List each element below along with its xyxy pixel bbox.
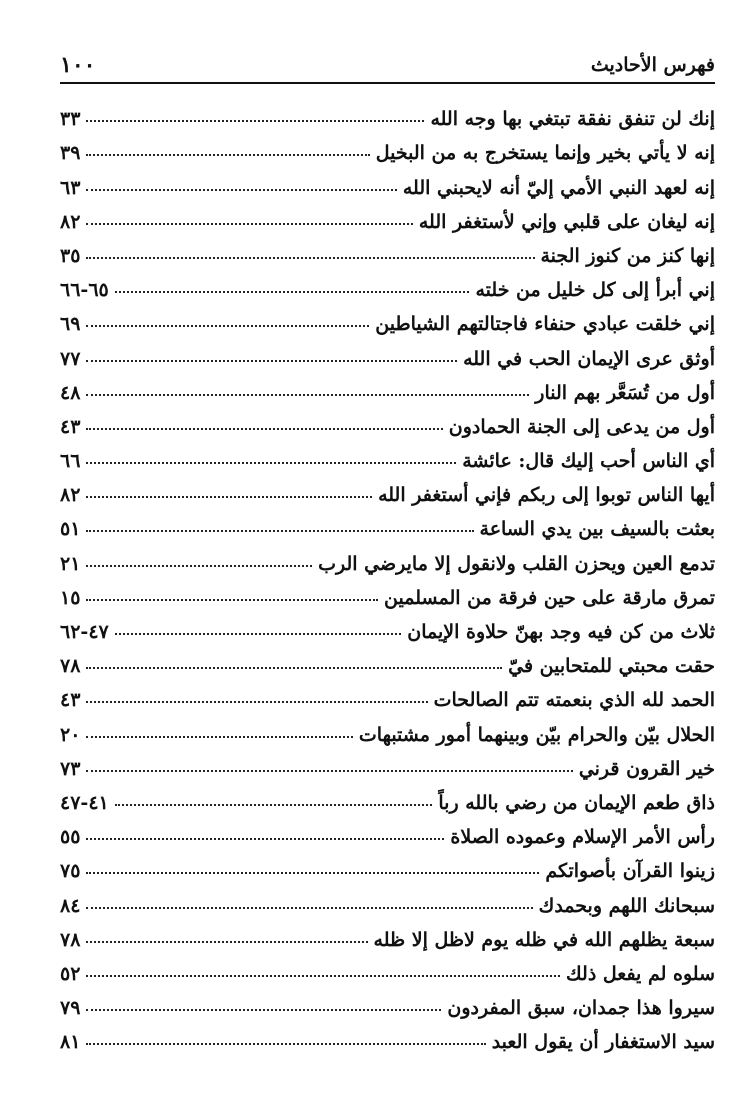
dot-leader	[86, 154, 369, 156]
dot-leader	[86, 360, 457, 362]
hadith-text: أوثق عرى الإيمان الحب في الله	[463, 347, 715, 370]
hadith-text: أول من تُسَعَّر بهم النار	[535, 381, 715, 404]
hadith-text: إنها كنز من كنوز الجنة	[540, 244, 715, 267]
dot-leader	[86, 599, 378, 601]
dot-leader	[86, 941, 367, 943]
index-entry	[60, 882, 715, 916]
dot-leader	[86, 189, 396, 191]
hadith-text: إنك لن تنفق نفقة تبتغي بها وجه الله	[430, 108, 715, 131]
hadith-text: خير القرون قرني	[578, 757, 715, 780]
index-entry	[60, 951, 715, 985]
dot-leader	[86, 1009, 441, 1011]
page-reference: ٧٥	[60, 860, 81, 883]
dot-leader	[86, 975, 560, 977]
hadith-text: سيد الاستغفار أن يقول العبد	[491, 1031, 715, 1054]
index-entry	[60, 96, 715, 130]
dot-leader	[86, 428, 442, 430]
page-title: فهرس الأحاديث	[590, 54, 715, 76]
index-entry	[60, 575, 715, 609]
hadith-text: تمرق مارقة على حين فرقة من المسلمين	[384, 586, 715, 609]
dot-leader	[115, 804, 433, 806]
dot-leader	[115, 633, 402, 635]
dot-leader	[115, 291, 470, 293]
index-entry	[60, 780, 715, 814]
index-page	[60, 48, 715, 1053]
hadith-text: سيروا هذا جمدان، سبق المفردون	[447, 997, 715, 1020]
index-entry	[60, 130, 715, 164]
hadith-text: سبعة يظلهم الله في ظله يوم لاظل إلا ظله	[373, 928, 715, 951]
dot-leader	[86, 701, 427, 703]
index-entry	[60, 609, 715, 643]
hadith-text: أيها الناس توبوا إلى ربكم فإني أستغفر الله	[378, 484, 715, 507]
dot-leader	[86, 1043, 485, 1045]
index-entry	[60, 985, 715, 1019]
page-reference: ٣٩	[60, 142, 81, 165]
page-reference: ٤٧-٦٢	[60, 621, 109, 643]
index-entry	[60, 711, 715, 745]
hadith-text: ذاق طعم الإيمان من رضي بالله رباً	[438, 791, 715, 814]
index-entry	[60, 404, 715, 438]
hadith-text: زينوا القرآن بأصواتكم	[545, 860, 715, 883]
hadith-text: سلوه لم يفعل ذلك	[566, 962, 715, 985]
hadith-text: إنه لعهد النبي الأمي إليّ أنه لايحبني الله	[402, 176, 715, 199]
page-number: ١٠٠	[60, 52, 96, 78]
index-entry	[60, 677, 715, 711]
page-reference: ٧٨	[60, 928, 81, 951]
hadith-text: بعثت بالسيف بين يدي الساعة	[479, 518, 715, 541]
dot-leader	[86, 736, 352, 738]
index-entry	[60, 472, 715, 506]
index-entry	[60, 335, 715, 369]
dot-leader	[86, 462, 456, 464]
dot-leader	[86, 907, 532, 909]
page-reference: ٤٨	[60, 381, 81, 404]
page-reference: ٣٥	[60, 244, 81, 267]
page-reference: ٦٦	[60, 450, 81, 473]
index-entry	[60, 746, 715, 780]
page-reference: ٧٨	[60, 655, 81, 678]
page-reference: ٥٥	[60, 826, 81, 849]
hadith-text: إني أبرأ إلى كل خليل من خلته	[475, 279, 715, 302]
page-reference: ٨٤	[60, 894, 81, 917]
dot-leader	[86, 223, 412, 225]
dot-leader	[86, 838, 444, 840]
hadith-text: أي الناس أحب إليك قال: عائشة	[462, 450, 715, 473]
dot-leader	[86, 120, 424, 122]
page-reference: ٦٣	[60, 176, 81, 199]
hadith-text: إنه ليغان على قلبي وإني لأستغفر الله	[418, 210, 715, 233]
dot-leader	[86, 770, 572, 772]
index-entry	[60, 164, 715, 198]
index-entry	[60, 438, 715, 472]
index-entry	[60, 370, 715, 404]
hadith-text: سبحانك اللهم وبحمدك	[538, 894, 715, 917]
dot-leader	[86, 872, 539, 874]
page-reference: ٧٧	[60, 347, 81, 370]
page-reference: ٤٣	[60, 415, 81, 438]
page-reference: ٤٣	[60, 689, 81, 712]
dot-leader	[86, 565, 312, 567]
page-reference: ٤١-٤٧	[60, 791, 109, 814]
page-reference: ٥٢	[60, 962, 81, 985]
hadith-text: ثلاث من كن فيه وجد بهنّ حلاوة الإيمان	[407, 621, 715, 643]
index-entry	[60, 506, 715, 540]
index-entry	[60, 1019, 715, 1053]
page-reference: ٧٣	[60, 757, 81, 780]
page-reference: ٧٩	[60, 997, 81, 1020]
index-entry	[60, 848, 715, 882]
index-entry	[60, 267, 715, 301]
page-reference: ٢١	[60, 552, 81, 575]
index-entry	[60, 540, 715, 574]
index-entry	[60, 643, 715, 677]
dot-leader	[86, 667, 502, 669]
dot-leader	[86, 530, 473, 532]
hadith-text: الحمد لله الذي بنعمته تتم الصالحات	[433, 689, 715, 712]
page-reference: ٦٥-٦٦	[60, 279, 109, 302]
page-reference: ٣٣	[60, 108, 81, 131]
page-reference: ٦٩	[60, 313, 81, 336]
index-entry	[60, 814, 715, 848]
hadith-text: إني خلقت عبادي حنفاء فاجتالتهم الشياطين	[375, 313, 715, 336]
page-reference: ٨١	[60, 1031, 81, 1054]
dot-leader	[86, 394, 529, 396]
page-reference: ٢٠	[60, 723, 81, 746]
page-reference: ١٥	[60, 586, 81, 609]
page-header	[60, 48, 715, 84]
hadith-text: أول من يدعى إلى الجنة الحمادون	[448, 415, 715, 438]
index-entry	[60, 917, 715, 951]
hadith-text: الحلال بيّن والحرام بيّن وبينهما أمور مشتبهات	[358, 723, 715, 746]
hadith-index-list	[60, 96, 715, 1053]
page-reference: ٨٢	[60, 484, 81, 507]
dot-leader	[86, 496, 372, 498]
hadith-text: رأس الأمر الإسلام وعموده الصلاة	[450, 826, 715, 849]
page-reference: ٨٢	[60, 210, 81, 233]
index-entry	[60, 199, 715, 233]
index-entry	[60, 233, 715, 267]
hadith-text: تدمع العين ويحزن القلب ولانقول إلا مايرضي الرب	[318, 552, 715, 575]
page-reference: ٥١	[60, 518, 81, 541]
dot-leader	[86, 325, 369, 327]
index-entry	[60, 301, 715, 335]
hadith-text: إنه لا يأتي بخير وإنما يستخرج به من البخيل	[375, 142, 715, 165]
hadith-text: حقت محبتي للمتحابين فيّ	[508, 655, 715, 678]
dot-leader	[86, 257, 534, 259]
